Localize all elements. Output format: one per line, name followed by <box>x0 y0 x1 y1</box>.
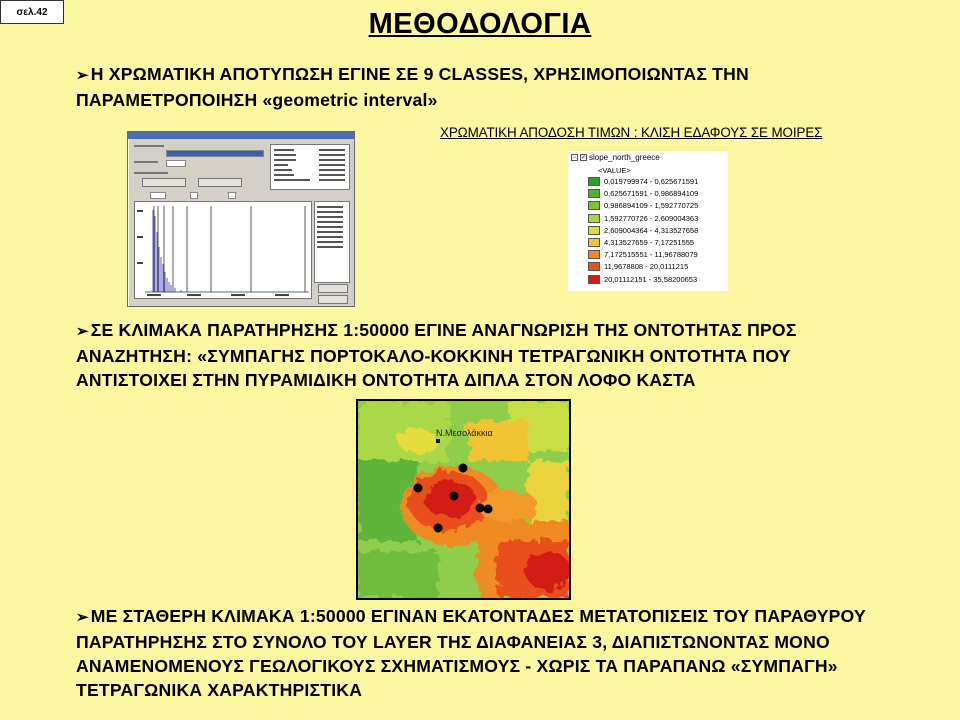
bullet-arrow-icon: ➢ <box>76 323 89 340</box>
bullet-text: ΜΕ ΣΤΑΘΕΡΗ ΚΛΙΜΑΚΑ 1:50000 ΕΓΙΝΑΝ ΕΚΑΤΟΝΤΑΔΕΣ ΜΕΤΑΤΟΠΙΣΕΙΣ ΤΟΥ ΠΑΡΑΘΥΡΟΥ ΠΑΡΑΤΗΡΗΣΗΣ ΣΤΟ ΣΥΝΟΛΟ ΤΟΥ LAYER ΤΗΣ ΔΙΑΦΑΝΕΙΑΣ 3, ΔΙΑΠΙΣΤΩΝΟΝΤΑΣ ΜΟΝΟ ΑΝΑΜΕΝΟΜΕΝΟΥΣ ΓΕΩΛΟΓΙΚΟΥΣ ΣΧΗΜΑΤΙΣΜΟΥΣ - ΧΩΡΙΣ ΤΑ ΠΑΡΑΠΑΝΩ «ΣΥΜΠΑΓΗ» ΤΕΤΡΑΓΩΝΙΚΑ ΧΑΡΑΚΤΗΡΙΣΤΙΚΑ <box>76 606 866 700</box>
bullet-arrow-icon: ➢ <box>76 67 89 84</box>
page-title: ΜΕΘΟΔΟΛΟΓΙΑ <box>368 8 592 40</box>
exclusion-button <box>142 178 186 187</box>
show-mean-checkbox <box>228 192 236 199</box>
legend-swatch <box>588 262 600 271</box>
classes-input <box>166 160 186 167</box>
bullet-window-shifts <box>76 604 906 702</box>
legend-class-label: 0,986894109 - 1,592770725 <box>604 201 699 211</box>
legend-swatch <box>588 250 600 259</box>
dialog-label <box>134 145 164 147</box>
dialog-label <box>134 161 158 163</box>
method-select <box>166 150 264 157</box>
break-values-list <box>314 201 350 283</box>
legend-class-label: 11,9678808 - 20,0111215 <box>604 262 689 272</box>
layer-name: slope_north_greece <box>589 153 660 162</box>
legend-header <box>571 153 660 162</box>
legend-class-label: 7,172515551 - 11,96788079 <box>604 250 698 260</box>
legend-class-row <box>588 238 694 247</box>
checkbox-checked-icon: ✓ <box>581 155 587 161</box>
legend-swatch <box>588 275 600 284</box>
histogram-plot <box>134 201 312 299</box>
page-number-badge: σελ.42 <box>0 0 64 24</box>
legend-swatch <box>588 189 600 198</box>
legend-class-row <box>588 275 697 284</box>
legend-class-label: 20,01112151 - 35,58200653 <box>604 274 698 284</box>
bullet-classes <box>76 62 906 112</box>
legend-field: <VALUE> <box>598 166 631 175</box>
legend-class-label: 1,592770726 - 2,609004363 <box>604 213 699 223</box>
sampling-button <box>198 178 242 187</box>
legend-caption: ΧΡΩΜΑΤΙΚΗ ΑΠΟΔΟΣΗ ΤΙΜΩΝ : ΚΛΙΣΗ ΕΔΑΦΟΥΣ ΣΕ ΜΟΙΡΕΣ <box>440 125 823 140</box>
show-std-checkbox <box>190 192 198 199</box>
cancel-button <box>318 295 348 304</box>
legend-swatch <box>588 177 600 186</box>
legend-class-row <box>588 262 688 271</box>
columns-input <box>150 192 166 199</box>
legend-class-label: 2,609004364 - 4,313527658 <box>604 225 699 235</box>
legend-class-label: 0,625671591 - 0,986894109 <box>604 189 699 199</box>
dialog-titlebar <box>128 132 354 139</box>
legend-swatch <box>588 238 600 247</box>
bullet-text: Η ΧΡΩΜΑΤΙΚΗ ΑΠΟΤΥΠΩΣΗ ΕΓΙΝΕ ΣΕ 9 CLASSES, ΧΡΗΣΙΜΟΠΟΙΩΝΤΑΣ ΤΗΝ ΠΑΡΑΜΕΤΡΟΠΟΙΗΣΗ «geometric interval» <box>76 64 749 110</box>
legend-class-row <box>588 189 698 198</box>
legend-class-row <box>588 226 698 235</box>
slope-map <box>356 399 571 600</box>
legend-swatch <box>588 201 600 210</box>
legend-swatch <box>588 214 600 223</box>
classification-dialog-screenshot <box>127 131 355 307</box>
legend-class-row <box>588 214 698 223</box>
statistics-box <box>270 144 350 190</box>
map-place-label: Ν.Μεσολάκκια <box>436 428 493 438</box>
legend-class-label: 4,313527659 - 7,17251555 <box>604 238 695 247</box>
bullet-recognition <box>76 318 906 392</box>
bullet-arrow-icon: ➢ <box>76 609 89 626</box>
legend-swatch <box>588 226 600 235</box>
dialog-label <box>134 172 168 174</box>
expand-icon: − <box>572 155 577 161</box>
legend-class-row <box>588 250 698 259</box>
bullet-text: ΣΕ ΚΛΙΜΑΚΑ ΠΑΡΑΤΗΡΗΣΗΣ 1:50000 ΕΓΙΝΕ ΑΝΑΓΝΩΡΙΣΗ ΤΗΣ ΟΝΤΟΤΗΤΑΣ ΠΡΟΣ ΑΝΑΖΗΤΗΣΗ: «ΣΥΜΠΑΓΗΣ ΠΟΡΤΟΚΑΛΟ-ΚΟΚΚΙΝΗ ΤΕΤΡΑΓΩΝΙΚΗ ΟΝΤΟΤΗΤΑ ΠΟΥ ΑΝΤΙΣΤΟΙΧΕΙ ΣΤΗΝ ΠΥΡΑΜΙΔΙΚΗ ΟΝΤΟΤΗΤΑ ΔΙΠΛΑ ΣΤΟΝ ΛΟΦΟ ΚΑΣΤΑ <box>76 320 797 390</box>
legend-class-label: 0,019799974 - 0,625671591 <box>604 177 699 186</box>
legend-class-row <box>588 177 698 186</box>
slope-legend <box>568 151 728 291</box>
ok-button <box>318 284 348 293</box>
legend-class-row <box>588 201 698 210</box>
